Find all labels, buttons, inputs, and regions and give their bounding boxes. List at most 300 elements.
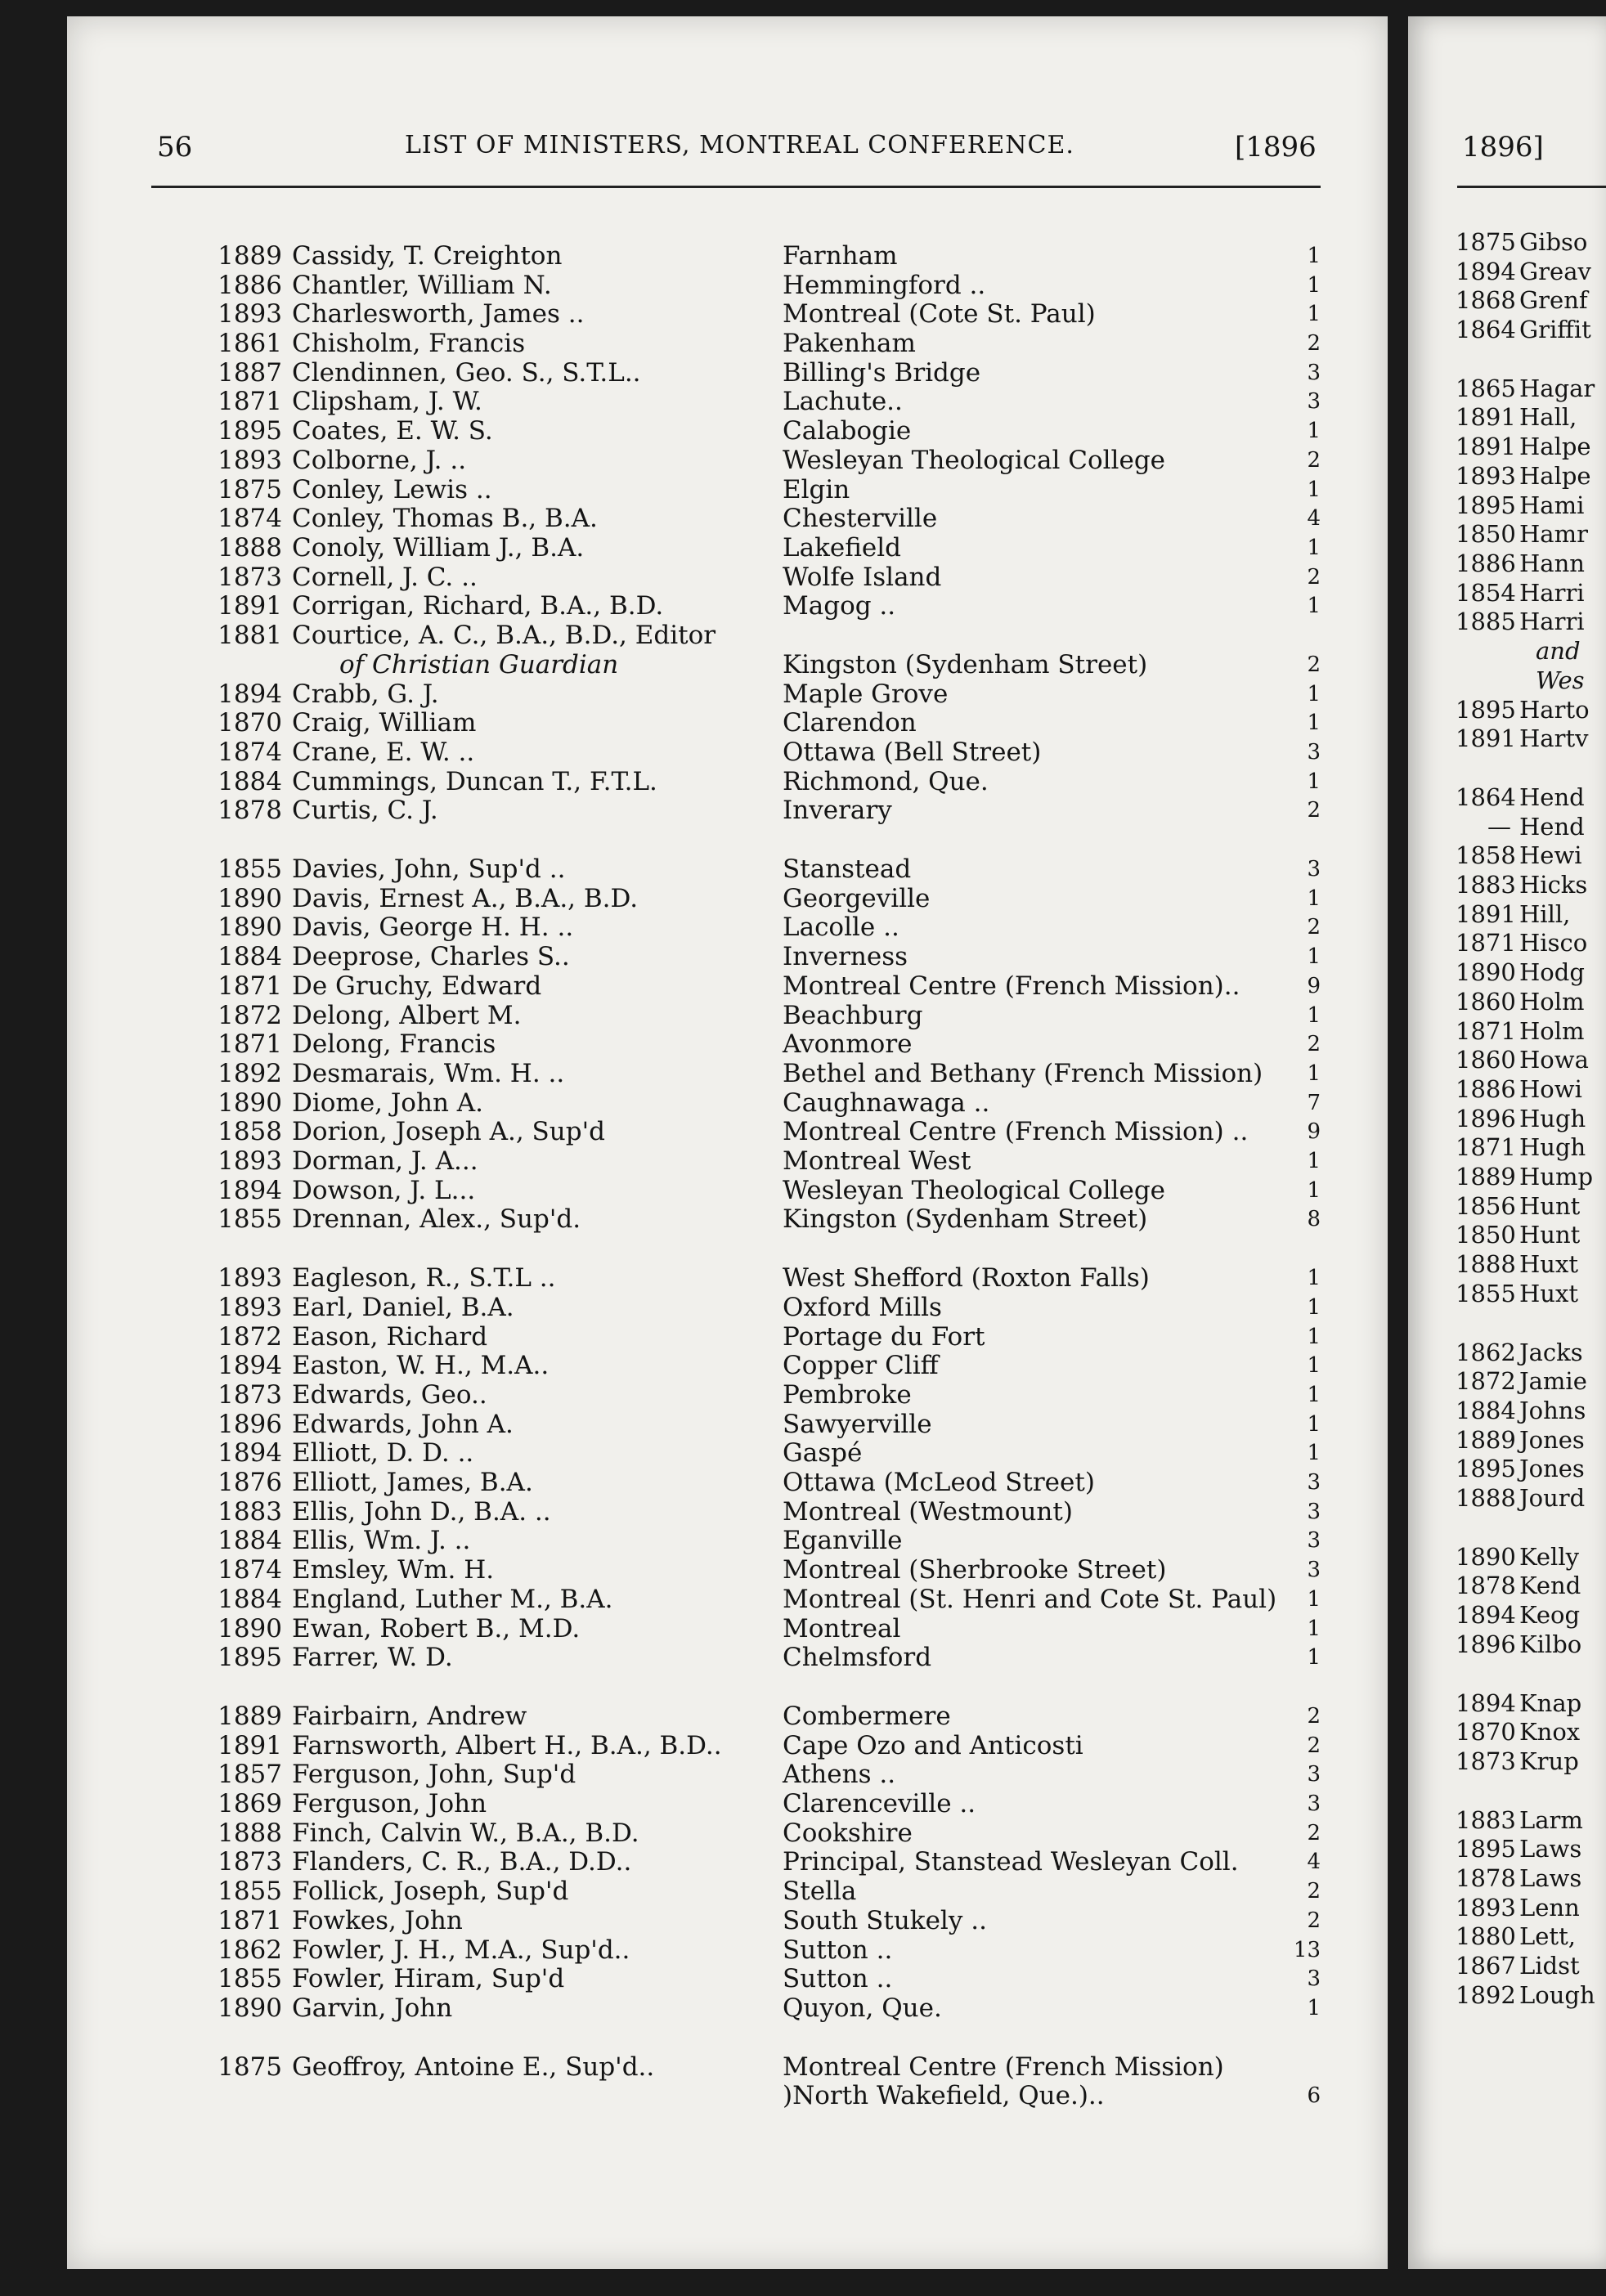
entry-count: 1 bbox=[1307, 1617, 1321, 1641]
right-entry-year: 1889 bbox=[1456, 1426, 1516, 1454]
entry-count: 2 bbox=[1307, 1821, 1321, 1845]
right-header-year: 1896] bbox=[1462, 131, 1544, 164]
right-entry-year: 1854 bbox=[1456, 579, 1516, 607]
entry-count: 2 bbox=[1307, 1032, 1321, 1056]
entry-count: 1 bbox=[1307, 769, 1321, 794]
right-entry-year: 1893 bbox=[1456, 462, 1516, 490]
right-entry-name: Hisco bbox=[1519, 929, 1588, 957]
right-entry-year: 1892 bbox=[1456, 1981, 1516, 2009]
entry-place: Sutton .. bbox=[783, 1964, 893, 1993]
entry-year: 1870 bbox=[218, 708, 282, 738]
entry-count: 9 bbox=[1307, 1119, 1321, 1144]
entry-count: 4 bbox=[1307, 1850, 1321, 1874]
right-entry-year: 1891 bbox=[1456, 433, 1516, 460]
right-list-entry bbox=[1456, 1045, 1589, 1074]
entry-year: 1876 bbox=[218, 1468, 282, 1497]
right-entry-year: 1894 bbox=[1456, 1601, 1516, 1629]
right-entry-name: Griffit bbox=[1519, 316, 1591, 343]
right-entry-year: 1895 bbox=[1456, 491, 1516, 519]
entry-count: 1 bbox=[1307, 1645, 1321, 1670]
right-entry-year: 1850 bbox=[1456, 520, 1516, 548]
right-entry-year: 1871 bbox=[1456, 1017, 1516, 1045]
entry-count: 2 bbox=[1307, 565, 1321, 590]
entry-name: Eagleson, R., S.T.L .. bbox=[292, 1263, 556, 1293]
right-entry-name: Wes bbox=[1536, 666, 1585, 694]
right-list-entry bbox=[1456, 1922, 1576, 1951]
entry-place: Kingston (Sydenham Street) bbox=[783, 650, 1148, 679]
entry-year: 1890 bbox=[218, 913, 282, 942]
entry-count: 1 bbox=[1307, 1325, 1321, 1349]
entry-place: Georgeville bbox=[783, 884, 931, 913]
right-entry-name: Krup bbox=[1519, 1747, 1579, 1775]
right-list-entry bbox=[1456, 1893, 1580, 1922]
entry-name: Coates, E. W. S. bbox=[292, 416, 493, 446]
entry-place: Stanstead bbox=[783, 854, 912, 884]
entry-place: Montreal bbox=[783, 1614, 901, 1644]
right-entry-year: 1880 bbox=[1456, 1922, 1516, 1950]
right-entry-name: Larm bbox=[1519, 1806, 1583, 1834]
entry-year: 1871 bbox=[218, 1906, 282, 1935]
right-list-entry bbox=[1456, 870, 1587, 899]
entry-place: Richmond, Que. bbox=[783, 767, 989, 796]
entry-year: 1855 bbox=[218, 854, 282, 884]
entry-count: 3 bbox=[1307, 740, 1321, 765]
right-entry-name: Knap bbox=[1519, 1689, 1582, 1717]
right-entry-name: Lidst bbox=[1519, 1952, 1580, 1980]
right-list-entry bbox=[1456, 1338, 1583, 1367]
right-list-entry bbox=[1456, 812, 1585, 841]
entry-name: Corrigan, Richard, B.A., B.D. bbox=[292, 591, 664, 621]
right-list-entry bbox=[1456, 724, 1588, 753]
right-list-entry bbox=[1456, 1980, 1595, 2010]
entry-count: 1 bbox=[1307, 302, 1321, 326]
entry-place: Principal, Stanstead Wesleyan Coll. bbox=[783, 1847, 1239, 1877]
entry-count: 1 bbox=[1307, 1353, 1321, 1378]
entry-place: Farnham bbox=[783, 241, 898, 271]
entry-name: Farrer, W. D. bbox=[292, 1643, 453, 1672]
right-entry-name: Laws bbox=[1519, 1864, 1582, 1892]
right-list-entry bbox=[1456, 695, 1590, 724]
entry-name: of Christian Guardian bbox=[339, 650, 619, 679]
entry-name: Cornell, J. C. .. bbox=[292, 563, 478, 592]
entry-place: Lachute.. bbox=[783, 387, 903, 416]
entry-count: 1 bbox=[1307, 536, 1321, 560]
entry-count: 2 bbox=[1307, 331, 1321, 356]
right-list-entry bbox=[1456, 1220, 1580, 1249]
entry-year: 1894 bbox=[218, 679, 282, 709]
right-list-entry bbox=[1456, 578, 1585, 608]
entry-count: 1 bbox=[1307, 682, 1321, 706]
entry-place: Elgin bbox=[783, 475, 850, 504]
entry-year: 1890 bbox=[218, 884, 282, 913]
entry-place: Gaspé bbox=[783, 1438, 863, 1468]
entry-year: 1893 bbox=[218, 299, 282, 329]
entry-place: Inverness bbox=[783, 942, 908, 971]
entry-name: Curtis, C. J. bbox=[292, 796, 438, 825]
right-entry-year: 1850 bbox=[1456, 1221, 1516, 1249]
entry-name: Deeprose, Charles S.. bbox=[292, 942, 570, 971]
entry-year: 1884 bbox=[218, 767, 282, 796]
right-list-entry bbox=[1456, 1951, 1580, 1980]
entry-count: 1 bbox=[1307, 1295, 1321, 1320]
entry-place: Stella bbox=[783, 1877, 857, 1906]
entry-place: Chelmsford bbox=[783, 1643, 932, 1672]
entry-place: Ottawa (Bell Street) bbox=[783, 738, 1042, 767]
right-list-entry bbox=[1456, 636, 1581, 666]
entry-place: Clarenceville .. bbox=[783, 1789, 976, 1818]
entry-year: 1872 bbox=[218, 1322, 282, 1352]
entry-place: Montreal (Westmount) bbox=[783, 1497, 1073, 1527]
entry-count: 3 bbox=[1307, 1470, 1321, 1495]
entry-name: Garvin, John bbox=[292, 1993, 453, 2023]
entry-name: Emsley, Wm. H. bbox=[292, 1555, 495, 1585]
entry-year: 1884 bbox=[218, 1526, 282, 1555]
entry-year: 1888 bbox=[218, 533, 282, 563]
entry-count: 3 bbox=[1307, 1792, 1321, 1816]
entry-year: 1894 bbox=[218, 1438, 282, 1468]
entry-name: Clendinnen, Geo. S., S.T.L.. bbox=[292, 358, 641, 388]
entry-count: 3 bbox=[1307, 361, 1321, 385]
right-entry-name: Hugh bbox=[1519, 1105, 1586, 1132]
entry-count: 2 bbox=[1307, 652, 1321, 677]
entry-name: Conoly, William J., B.A. bbox=[292, 533, 585, 563]
entry-name: Diome, John A. bbox=[292, 1088, 483, 1118]
right-entry-name: Gibso bbox=[1519, 228, 1588, 256]
right-entry-name: Hend bbox=[1519, 813, 1585, 841]
right-entry-year: 1860 bbox=[1456, 1046, 1516, 1074]
entry-count: 2 bbox=[1307, 798, 1321, 823]
entry-name: Geoffroy, Antoine E., Sup'd.. bbox=[292, 2052, 655, 2082]
entry-place: Clarendon bbox=[783, 708, 917, 738]
entry-year: 1875 bbox=[218, 2052, 282, 2082]
entry-place: Billing's Bridge bbox=[783, 358, 981, 388]
entry-name: Flanders, C. R., B.A., D.D.. bbox=[292, 1847, 632, 1877]
right-entry-year: 1878 bbox=[1456, 1572, 1516, 1599]
right-entry-year: 1884 bbox=[1456, 1397, 1516, 1424]
entry-year: 1871 bbox=[218, 1029, 282, 1059]
entry-count: 1 bbox=[1307, 478, 1321, 502]
right-list-entry bbox=[1456, 783, 1585, 812]
entry-count: 1 bbox=[1307, 1178, 1321, 1203]
entry-place: Montreal Centre (French Mission) .. bbox=[783, 1117, 1249, 1146]
entry-year: 1855 bbox=[218, 1877, 282, 1906]
right-entry-year: 1868 bbox=[1456, 286, 1516, 314]
entry-name: Fowkes, John bbox=[292, 1906, 463, 1935]
right-list-entry bbox=[1456, 461, 1591, 491]
right-entry-name: Hami bbox=[1519, 491, 1585, 519]
right-list-entry bbox=[1456, 1016, 1585, 1046]
right-entry-name: Harri bbox=[1519, 608, 1585, 635]
right-entry-name: Lett, bbox=[1519, 1922, 1576, 1950]
entry-name: Follick, Joseph, Sup'd bbox=[292, 1877, 569, 1906]
right-list-entry bbox=[1456, 987, 1585, 1016]
right-list-entry bbox=[1456, 1483, 1585, 1513]
right-list-entry bbox=[1456, 1074, 1582, 1104]
entry-year: 1884 bbox=[218, 942, 282, 971]
entry-place: Beachburg bbox=[783, 1001, 923, 1030]
right-list-entry bbox=[1456, 928, 1587, 957]
right-entry-name: Harri bbox=[1519, 579, 1585, 607]
right-entry-year: 1870 bbox=[1456, 1718, 1516, 1746]
right-entry-year: 1893 bbox=[1456, 1894, 1516, 1922]
entry-year: 1891 bbox=[218, 1731, 282, 1760]
entry-place: Eganville bbox=[783, 1526, 903, 1555]
entry-year: 1893 bbox=[218, 1293, 282, 1322]
entry-count: 1 bbox=[1307, 1587, 1321, 1612]
entry-year: 1861 bbox=[218, 329, 282, 358]
right-entry-year: 1894 bbox=[1456, 1689, 1516, 1717]
page-number: 56 bbox=[157, 131, 193, 164]
right-entry-year: 1860 bbox=[1456, 988, 1516, 1016]
right-entry-name: Jones bbox=[1519, 1426, 1585, 1454]
entry-year: 1886 bbox=[218, 271, 282, 300]
header-rule bbox=[151, 186, 1321, 188]
right-entry-year: 1895 bbox=[1456, 696, 1516, 724]
right-entry-year: 1885 bbox=[1456, 608, 1516, 635]
entry-year: 1871 bbox=[218, 387, 282, 416]
entry-name: England, Luther M., B.A. bbox=[292, 1585, 613, 1614]
right-entry-name: Hump bbox=[1519, 1163, 1594, 1191]
right-entry-name: Kend bbox=[1519, 1572, 1581, 1599]
entry-name: Fairbairn, Andrew bbox=[292, 1702, 527, 1731]
right-entry-name: Greav bbox=[1519, 258, 1591, 285]
right-entry-year: 1894 bbox=[1456, 258, 1516, 285]
entry-name: Ellis, Wm. J. .. bbox=[292, 1526, 471, 1555]
entry-place: Kingston (Sydenham Street) bbox=[783, 1204, 1148, 1234]
entry-name: Davis, George H. H. .. bbox=[292, 913, 574, 942]
entry-year: 1873 bbox=[218, 1380, 282, 1410]
entry-name: Ewan, Robert B., M.D. bbox=[292, 1614, 581, 1644]
right-list-entry bbox=[1456, 257, 1591, 286]
entry-place: Inverary bbox=[783, 796, 892, 825]
entry-place: Montreal (Sherbrooke Street) bbox=[783, 1555, 1167, 1585]
entry-name: Eason, Richard bbox=[292, 1322, 488, 1352]
entry-count: 7 bbox=[1307, 1091, 1321, 1115]
entry-year: 1891 bbox=[218, 591, 282, 621]
right-entry-year: 1878 bbox=[1456, 1864, 1516, 1892]
entry-place: West Shefford (Roxton Falls) bbox=[783, 1263, 1150, 1293]
right-entry-year: 1864 bbox=[1456, 783, 1516, 811]
right-entry-year: 1890 bbox=[1456, 958, 1516, 986]
right-entry-year: 1867 bbox=[1456, 1952, 1516, 1980]
right-entry-name: Johns bbox=[1519, 1397, 1586, 1424]
entry-count: 8 bbox=[1307, 1207, 1321, 1231]
entry-count: 1 bbox=[1307, 594, 1321, 618]
entry-name: Charlesworth, James .. bbox=[292, 299, 585, 329]
entry-year: 1894 bbox=[218, 1351, 282, 1380]
right-entry-year: 1858 bbox=[1456, 841, 1516, 869]
right-list-entry bbox=[1456, 957, 1585, 987]
right-list-entry bbox=[1456, 1425, 1585, 1455]
right-entry-year: 1891 bbox=[1456, 403, 1516, 431]
entry-count: 1 bbox=[1307, 419, 1321, 443]
entry-name: Craig, William bbox=[292, 708, 477, 738]
right-entry-name: Harto bbox=[1519, 696, 1590, 724]
right-list-entry bbox=[1456, 1104, 1586, 1133]
entry-place: Chesterville bbox=[783, 504, 938, 533]
entry-name: Ferguson, John, Sup'd bbox=[292, 1760, 576, 1789]
entry-count: 13 bbox=[1293, 1938, 1321, 1962]
entry-count: 2 bbox=[1307, 1879, 1321, 1904]
right-list-entry bbox=[1456, 607, 1585, 636]
entry-place: Calabogie bbox=[783, 416, 912, 446]
entry-place: Magog .. bbox=[783, 591, 896, 621]
right-entry-name: Hill, bbox=[1519, 900, 1571, 928]
entry-count: 9 bbox=[1307, 974, 1321, 998]
entry-year: 1883 bbox=[218, 1497, 282, 1527]
right-entry-name: Keog bbox=[1519, 1601, 1581, 1629]
right-entry-name: Lenn bbox=[1519, 1894, 1580, 1922]
right-entry-year: 1883 bbox=[1456, 871, 1516, 899]
right-entry-name: Laws bbox=[1519, 1835, 1582, 1863]
entry-year: 1874 bbox=[218, 738, 282, 767]
right-entry-name: Kilbo bbox=[1519, 1630, 1582, 1658]
right-entry-name: Hagar bbox=[1519, 374, 1595, 402]
entry-year: 1890 bbox=[218, 1993, 282, 2023]
right-list-entry bbox=[1456, 1863, 1581, 1893]
right-list-entry bbox=[1456, 402, 1577, 432]
entry-count: 1 bbox=[1307, 1266, 1321, 1290]
right-list-entry bbox=[1456, 1600, 1580, 1630]
entry-year: 1895 bbox=[218, 416, 282, 446]
entry-place: Wesleyan Theological College bbox=[783, 446, 1166, 475]
entry-name: Drennan, Alex., Sup'd. bbox=[292, 1204, 581, 1234]
right-entry-name: Jacks bbox=[1519, 1339, 1583, 1366]
entry-place: Montreal Centre (French Mission).. bbox=[783, 971, 1240, 1001]
entry-year: 1892 bbox=[218, 1059, 282, 1088]
entry-name: Chisholm, Francis bbox=[292, 329, 526, 358]
entry-place: Maple Grove bbox=[783, 679, 949, 709]
entry-name: Elliott, James, B.A. bbox=[292, 1468, 533, 1497]
right-entry-year: 1890 bbox=[1456, 1543, 1516, 1571]
entry-place: Combermere bbox=[783, 1702, 951, 1731]
right-list-entry bbox=[1456, 1366, 1587, 1396]
right-entry-year: 1891 bbox=[1456, 724, 1516, 752]
right-entry-name: Holm bbox=[1519, 1017, 1585, 1045]
entry-name: De Gruchy, Edward bbox=[292, 971, 542, 1001]
entry-name: Delong, Francis bbox=[292, 1029, 496, 1059]
right-entry-name: Hunt bbox=[1519, 1192, 1581, 1220]
entry-year: 1894 bbox=[218, 1176, 282, 1205]
right-header-rule bbox=[1457, 186, 1606, 188]
entry-name: Dorman, J. A... bbox=[292, 1146, 478, 1176]
right-list-entry bbox=[1456, 1717, 1580, 1747]
right-list-entry bbox=[1456, 1249, 1578, 1279]
right-entry-name: Halpe bbox=[1519, 433, 1591, 460]
entry-count: 3 bbox=[1307, 389, 1321, 414]
entry-count: 2 bbox=[1307, 1908, 1321, 1933]
entry-count: 3 bbox=[1307, 1762, 1321, 1787]
right-entry-name: Hall, bbox=[1519, 403, 1577, 431]
right-list-entry bbox=[1456, 227, 1587, 257]
entry-name: Crabb, G. J. bbox=[292, 679, 439, 709]
right-entry-year: 1864 bbox=[1456, 316, 1516, 343]
right-entry-name: Kelly bbox=[1519, 1543, 1579, 1571]
right-list-entry bbox=[1456, 432, 1591, 461]
entry-count: 3 bbox=[1307, 857, 1321, 881]
entry-count: 2 bbox=[1307, 915, 1321, 939]
right-entry-name: Hewi bbox=[1519, 841, 1582, 869]
right-entry-year: 1883 bbox=[1456, 1806, 1516, 1834]
entry-name: Dowson, J. L... bbox=[292, 1176, 476, 1205]
entry-name: Desmarais, Wm. H. .. bbox=[292, 1059, 565, 1088]
right-entry-name: Jourd bbox=[1519, 1484, 1586, 1512]
right-list-entry bbox=[1456, 1805, 1583, 1835]
entry-year: 1884 bbox=[218, 1585, 282, 1614]
entry-name: Colborne, J. .. bbox=[292, 446, 467, 475]
right-entry-name: Hamr bbox=[1519, 520, 1588, 548]
right-list-entry bbox=[1456, 666, 1585, 695]
entry-place: Wolfe Island bbox=[783, 563, 942, 592]
right-entry-name: Hicks bbox=[1519, 871, 1588, 899]
entry-year: 1873 bbox=[218, 1847, 282, 1877]
entry-year: 1890 bbox=[218, 1088, 282, 1118]
entry-place: Pakenham bbox=[783, 329, 916, 358]
entry-count: 1 bbox=[1307, 1061, 1321, 1086]
right-list-entry bbox=[1456, 374, 1595, 403]
entry-name: Fowler, J. H., M.A., Sup'd.. bbox=[292, 1935, 630, 1965]
entry-place: South Stukely .. bbox=[783, 1906, 987, 1935]
entry-year: 1869 bbox=[218, 1789, 282, 1818]
entry-place: Athens .. bbox=[783, 1760, 896, 1789]
right-entry-year: 1886 bbox=[1456, 549, 1516, 577]
entry-count: 3 bbox=[1307, 1528, 1321, 1553]
right-list-entry bbox=[1456, 1834, 1581, 1863]
entry-place: Cape Ozo and Anticosti bbox=[783, 1731, 1083, 1760]
entry-count: 4 bbox=[1307, 506, 1321, 531]
right-entry-year: 1895 bbox=[1456, 1455, 1516, 1482]
entry-name: Elliott, D. D. .. bbox=[292, 1438, 474, 1468]
right-entry-year: 1862 bbox=[1456, 1339, 1516, 1366]
entry-place: Quyon, Que. bbox=[783, 1993, 942, 2023]
entry-year: 1874 bbox=[218, 1555, 282, 1585]
entry-count: 1 bbox=[1307, 1003, 1321, 1028]
right-entry-year: 1896 bbox=[1456, 1105, 1516, 1132]
entry-name: Delong, Albert M. bbox=[292, 1001, 522, 1030]
entry-year: 1893 bbox=[218, 446, 282, 475]
entry-place: Caughnawaga .. bbox=[783, 1088, 990, 1118]
entry-count: 1 bbox=[1307, 711, 1321, 735]
entry-count: 2 bbox=[1307, 448, 1321, 473]
entry-place: Montreal (St. Henri and Cote St. Paul) bbox=[783, 1585, 1277, 1614]
right-list-entry bbox=[1456, 1279, 1578, 1308]
entry-place: Portage du Fort bbox=[783, 1322, 985, 1352]
entry-place: Oxford Mills bbox=[783, 1293, 942, 1322]
entry-name: Clipsham, J. W. bbox=[292, 387, 482, 416]
entry-year: 1881 bbox=[218, 621, 282, 650]
right-entry-year: 1888 bbox=[1456, 1250, 1516, 1278]
right-entry-year: 1872 bbox=[1456, 1367, 1516, 1395]
right-entry-year: 1871 bbox=[1456, 1133, 1516, 1161]
entry-name: Cummings, Duncan T., F.T.L. bbox=[292, 767, 657, 796]
header-year: [1896 bbox=[1235, 131, 1317, 164]
right-list-entry bbox=[1456, 1396, 1586, 1425]
right-entry-year: — bbox=[1487, 813, 1511, 841]
entry-count: 1 bbox=[1307, 1441, 1321, 1465]
entry-count: 3 bbox=[1307, 1500, 1321, 1524]
entry-year: 1895 bbox=[218, 1643, 282, 1672]
entry-name: Crane, E. W. .. bbox=[292, 738, 475, 767]
entry-count: 2 bbox=[1307, 1733, 1321, 1758]
entry-place: Montreal (Cote St. Paul) bbox=[783, 299, 1096, 329]
entry-year: 1871 bbox=[218, 971, 282, 1001]
entry-year: 1893 bbox=[218, 1146, 282, 1176]
entry-count: 1 bbox=[1307, 1412, 1321, 1437]
page-title: LIST OF MINISTERS, MONTREAL CONFERENCE. bbox=[405, 131, 1074, 159]
right-entry-name: Jones bbox=[1519, 1455, 1585, 1482]
right-entry-year: 1856 bbox=[1456, 1192, 1516, 1220]
entry-count: 1 bbox=[1307, 273, 1321, 298]
